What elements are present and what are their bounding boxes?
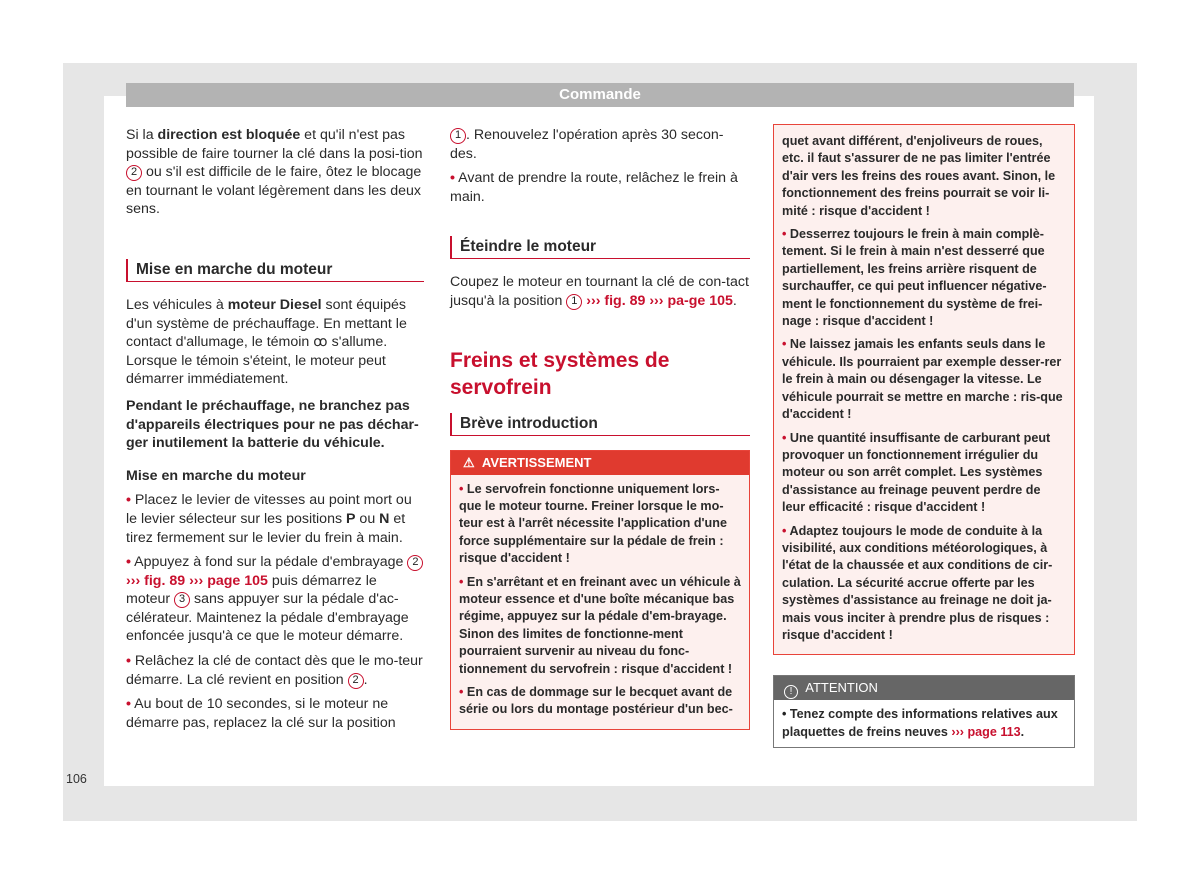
section-header: Commande: [126, 83, 1074, 107]
text: ou: [355, 510, 380, 527]
text: ou s'il est difficile de le faire, ôtez le blocage en tournant le volant légèrement dans les deux sens.: [126, 164, 422, 218]
text: Tenez compte des informations relatives aux plaquettes de freins neuves: [782, 707, 1058, 739]
warning-item: quet avant différent, d'enjoliveurs de roues, etc. il faut s'assurer de ne pas limiter l'entrée d'air vers les freins des roues avant. Sinon, le fonctionnement des freins pourrait se voir li-mité : risque d'accident !: [782, 134, 1056, 218]
bullet-icon: •: [782, 707, 787, 722]
warning-label: AVERTISSEMENT: [481, 454, 592, 470]
column-3: [773, 124, 1075, 748]
page-113-link[interactable]: ››› page 113: [951, 724, 1021, 739]
position-1-marker: 1: [450, 128, 466, 144]
position-1-marker: 1: [566, 294, 582, 310]
text: Appuyez à fond sur la pédale d'embrayage: [134, 554, 408, 571]
paragraph-retry: [450, 126, 750, 163]
text: .: [732, 292, 737, 309]
text: Les véhicules à: [126, 296, 228, 313]
text: Si la: [126, 127, 158, 143]
bold-text: moteur Diesel: [227, 296, 322, 313]
bullet-icon: •: [126, 696, 131, 713]
text: s'allume. Lorsque le témoin s'éteint, le moteur peut démarrer immédiatement.: [126, 334, 388, 388]
text: sans appuyer sur la pédale d'ac-célérateur. Maintenez la pédale d'embrayage enfoncée jusqu'à ce que le moteur démarre.: [126, 591, 409, 645]
text: Adaptez toujours le mode de conduite à la visibilité, aux conditions météorologiques, à l'état de la chaussée et aux conditions de cir-culation. La sécurité accrue offerte par les systèmes d'assistance au freinage ne doit ja-mais vous inciter à prendre plus de risques : risque d'accident !: [782, 523, 1053, 642]
paragraph-preheat-warning: Pendant le préchauffage, ne branchez pas d'appareils électriques pour ne pas déchar-ger inutilement la batterie du véhicule.: [126, 397, 419, 452]
warning-triangle-icon: ⚠: [463, 454, 475, 470]
list-item: [450, 169, 750, 206]
text: Relâchez la clé de contact dès que le mo-teur démarre. La clé revient en position: [126, 653, 423, 688]
list-item: [126, 695, 424, 732]
warning-body: [774, 125, 1074, 654]
bullet-icon: •: [126, 492, 131, 509]
list-item: [126, 491, 424, 547]
page-105-link[interactable]: ››› page 105: [189, 572, 268, 589]
page-105-link[interactable]: ››› pa-ge 105: [649, 292, 733, 309]
attention-label: ATTENTION: [805, 680, 878, 696]
column-2: [450, 126, 750, 730]
attention-box: [773, 675, 1075, 748]
warning-box: [450, 450, 750, 730]
warning-item: [782, 523, 1066, 645]
bullet-icon: •: [450, 170, 455, 187]
info-circle-icon: !: [784, 685, 798, 699]
text: Desserrez toujours le frein à main complè-tement. Si le frein à main n'est desserré que partiellement, les freins arrière risquent de surchauffer, ce qui peut influencer négative-ment le fonctionnement du système de frei-nage : risque d'accident !: [782, 227, 1047, 329]
column-1: [126, 126, 424, 738]
text: Ne laissez jamais les enfants seuls dans le véhicule. Ils pourraient par exemple desser-rer le frein à main ou désengager la vitesse. Le véhicule pourrait se mettre en marche : ris-que d'accident !: [782, 337, 1063, 422]
warning-box-continued: [773, 124, 1075, 655]
fig-89-link[interactable]: ››› fig. 89: [126, 572, 186, 589]
position-3-marker: 3: [174, 592, 190, 608]
bullet-icon: •: [459, 481, 464, 496]
bullet-icon: •: [126, 554, 131, 571]
heading-engine-start: Mise en marche du moteur: [126, 259, 424, 282]
text: En s'arrêtant et en freinant avec un véhicule à moteur essence et d'une boîte mécanique bas régime, appuyez sur la pédale d'em-brayage. Sinon des limites de fonctionne-ment pourraient survenir au niveau du fonc-tionnement du servofrein : risque d'accident !: [459, 574, 741, 676]
text: Avant de prendre la route, relâchez le frein à main.: [450, 170, 738, 205]
bullet-icon: •: [782, 337, 787, 352]
paragraph-diesel: [126, 296, 424, 389]
attention-header: [774, 676, 1074, 700]
warning-item: [459, 684, 741, 719]
bullet-icon: •: [126, 653, 131, 670]
text: sont équipés d'un système de préchauffage. En mettant le contact d'allumage, le témoin: [126, 296, 407, 351]
text: puis démarrez le moteur: [126, 572, 377, 608]
page-number: 106: [66, 772, 87, 786]
paragraph-engine-stop: [450, 273, 750, 310]
warning-item: [459, 481, 741, 568]
text: .: [1020, 724, 1025, 739]
paragraph-steering-lock: [126, 126, 424, 219]
warning-item: [782, 226, 1066, 330]
text: Au bout de 10 secondes, si le moteur ne démarre pas, replacez la clé sur la position: [126, 696, 396, 731]
text: En cas de dommage sur le becquet avant de série ou lors du montage postérieur d'un bec-: [459, 685, 733, 717]
chapter-title: Freins et systèmes de servofrein: [450, 348, 670, 399]
warning-item: [459, 574, 741, 678]
bullet-icon: •: [782, 523, 787, 538]
preheat-icon: ꝏ: [313, 334, 328, 351]
warning-item: [782, 430, 1066, 517]
warning-header: [451, 451, 749, 475]
text: Une quantité insuffisante de carburant peut provoquer un fonctionnement irrégulier du moteur ou son arrêt complet. Les systèmes d'assistance au freinage peuvent perdre de leur efficacité : risque d'accident !: [782, 430, 1051, 515]
warning-item: [782, 336, 1066, 423]
text: Le servofrein fonctionne uniquement lors-que le moteur tourne. Freiner lorsque le mo-teur est à l'arrêt nécessite l'application d'une force supplémentaire sur la pédale de frein : risque d'accident !: [459, 481, 727, 566]
warning-body: [451, 475, 749, 729]
list-item: [126, 652, 424, 689]
bold-text: P: [346, 510, 356, 527]
position-2-marker: 2: [407, 555, 423, 571]
position-2-marker: 2: [348, 673, 364, 689]
attention-body: [774, 700, 1074, 747]
text: et qu'il n'est pas possible de faire tourner la clé dans la posi-tion: [126, 127, 423, 162]
bullet-icon: •: [782, 227, 787, 242]
bold-text: direction est bloquée: [157, 127, 301, 143]
bullet-icon: •: [782, 430, 787, 445]
bullet-icon: •: [459, 685, 464, 700]
bold-text: N: [379, 510, 390, 527]
text: . Renouvelez l'opération après 30 secon-des.: [450, 127, 724, 162]
heading-engine-stop: Éteindre le moteur: [450, 236, 750, 259]
text: .: [363, 671, 368, 688]
heading-brief-intro: Brève introduction: [450, 413, 750, 436]
position-2-marker: 2: [126, 165, 142, 181]
text: Coupez le moteur en tournant la clé de con-tact jusqu'à la position: [450, 274, 749, 309]
text: Placez le levier de vitesses au point mort ou le levier sélecteur sur les positions: [126, 492, 412, 527]
bullet-icon: •: [459, 574, 464, 589]
text: et tirez fermement sur le levier du frein à main.: [126, 510, 406, 546]
subheading-engine-start: Mise en marche du moteur: [126, 467, 306, 484]
fig-89-link[interactable]: ››› fig. 89: [586, 292, 646, 309]
list-item: [126, 553, 424, 646]
